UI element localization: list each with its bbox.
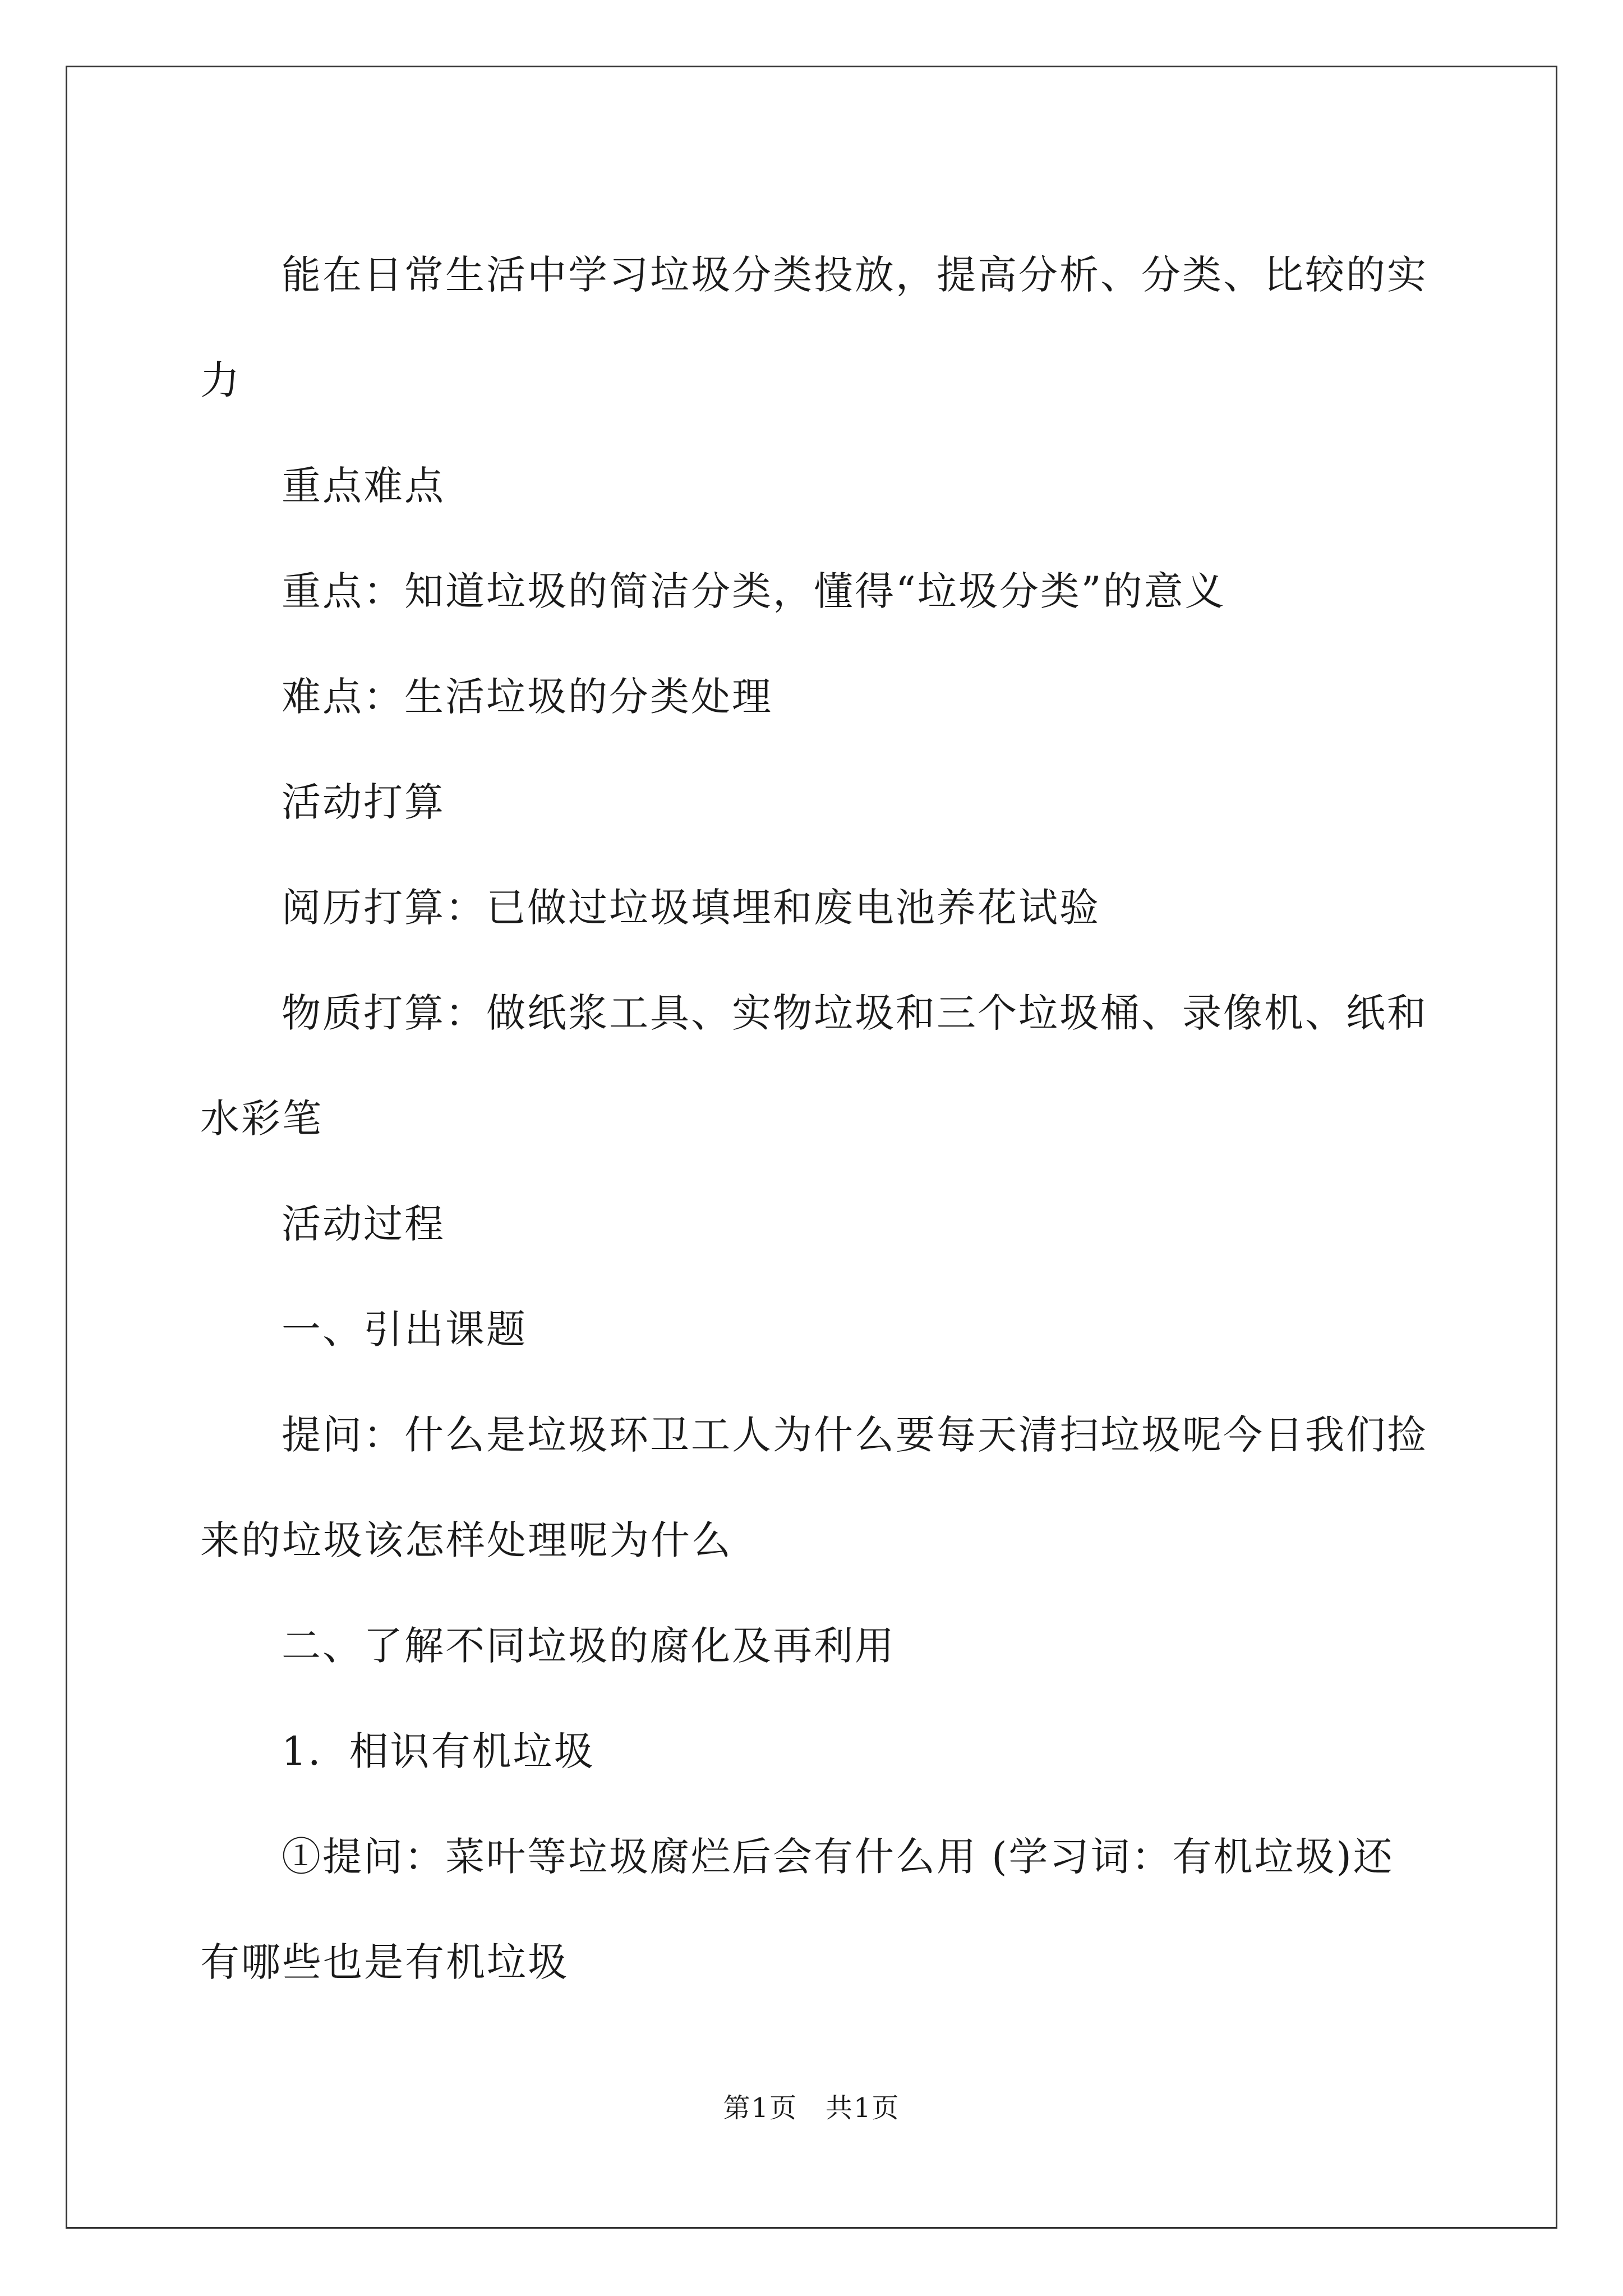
heading-key-points: 重点难点 — [282, 463, 445, 509]
section-two-title: 二、了解不同垃圾的腐化及再利用 — [282, 1623, 896, 1669]
paragraph-organic-question: ①提问：菜叶等垃圾腐烂后会有什么用 (学习词：有机垃圾)还有哪些也是有机垃圾 — [200, 1834, 1394, 1985]
heading-preparation: 活动打算 — [282, 779, 445, 825]
paragraph-experience-prep: 阅历打算：已做过垃圾填埋和废电池养花试验 — [282, 885, 1100, 931]
paragraph-material-prep: 物质打算：做纸浆工具、实物垃圾和三个垃圾桶、录像机、纸和水彩笔 — [200, 990, 1428, 1142]
section-one-title: 一、引出课题 — [282, 1306, 527, 1352]
paragraph-question: 提问：什么是垃圾环卫工人为什么要每天清扫垃圾呢今日我们捡来的垃圾该怎样处理呢为什么 — [200, 1412, 1428, 1563]
subsection-one-title: 1．相识有机垃圾 — [282, 1728, 595, 1774]
paragraph-key-point: 重点：知道垃圾的简洁分类，懂得“垃圾分类”的意义 — [282, 568, 1226, 614]
paragraph-goal: 能在日常生活中学习垃圾分类投放，提高分析、分类、比较的实力 — [200, 252, 1428, 403]
paragraph-difficulty: 难点：生活垃圾的分类处理 — [282, 674, 773, 720]
page-footer: 第1页 共1页 — [723, 2092, 900, 2124]
heading-process: 活动过程 — [282, 1201, 445, 1247]
document-body — [200, 222, 1428, 2015]
